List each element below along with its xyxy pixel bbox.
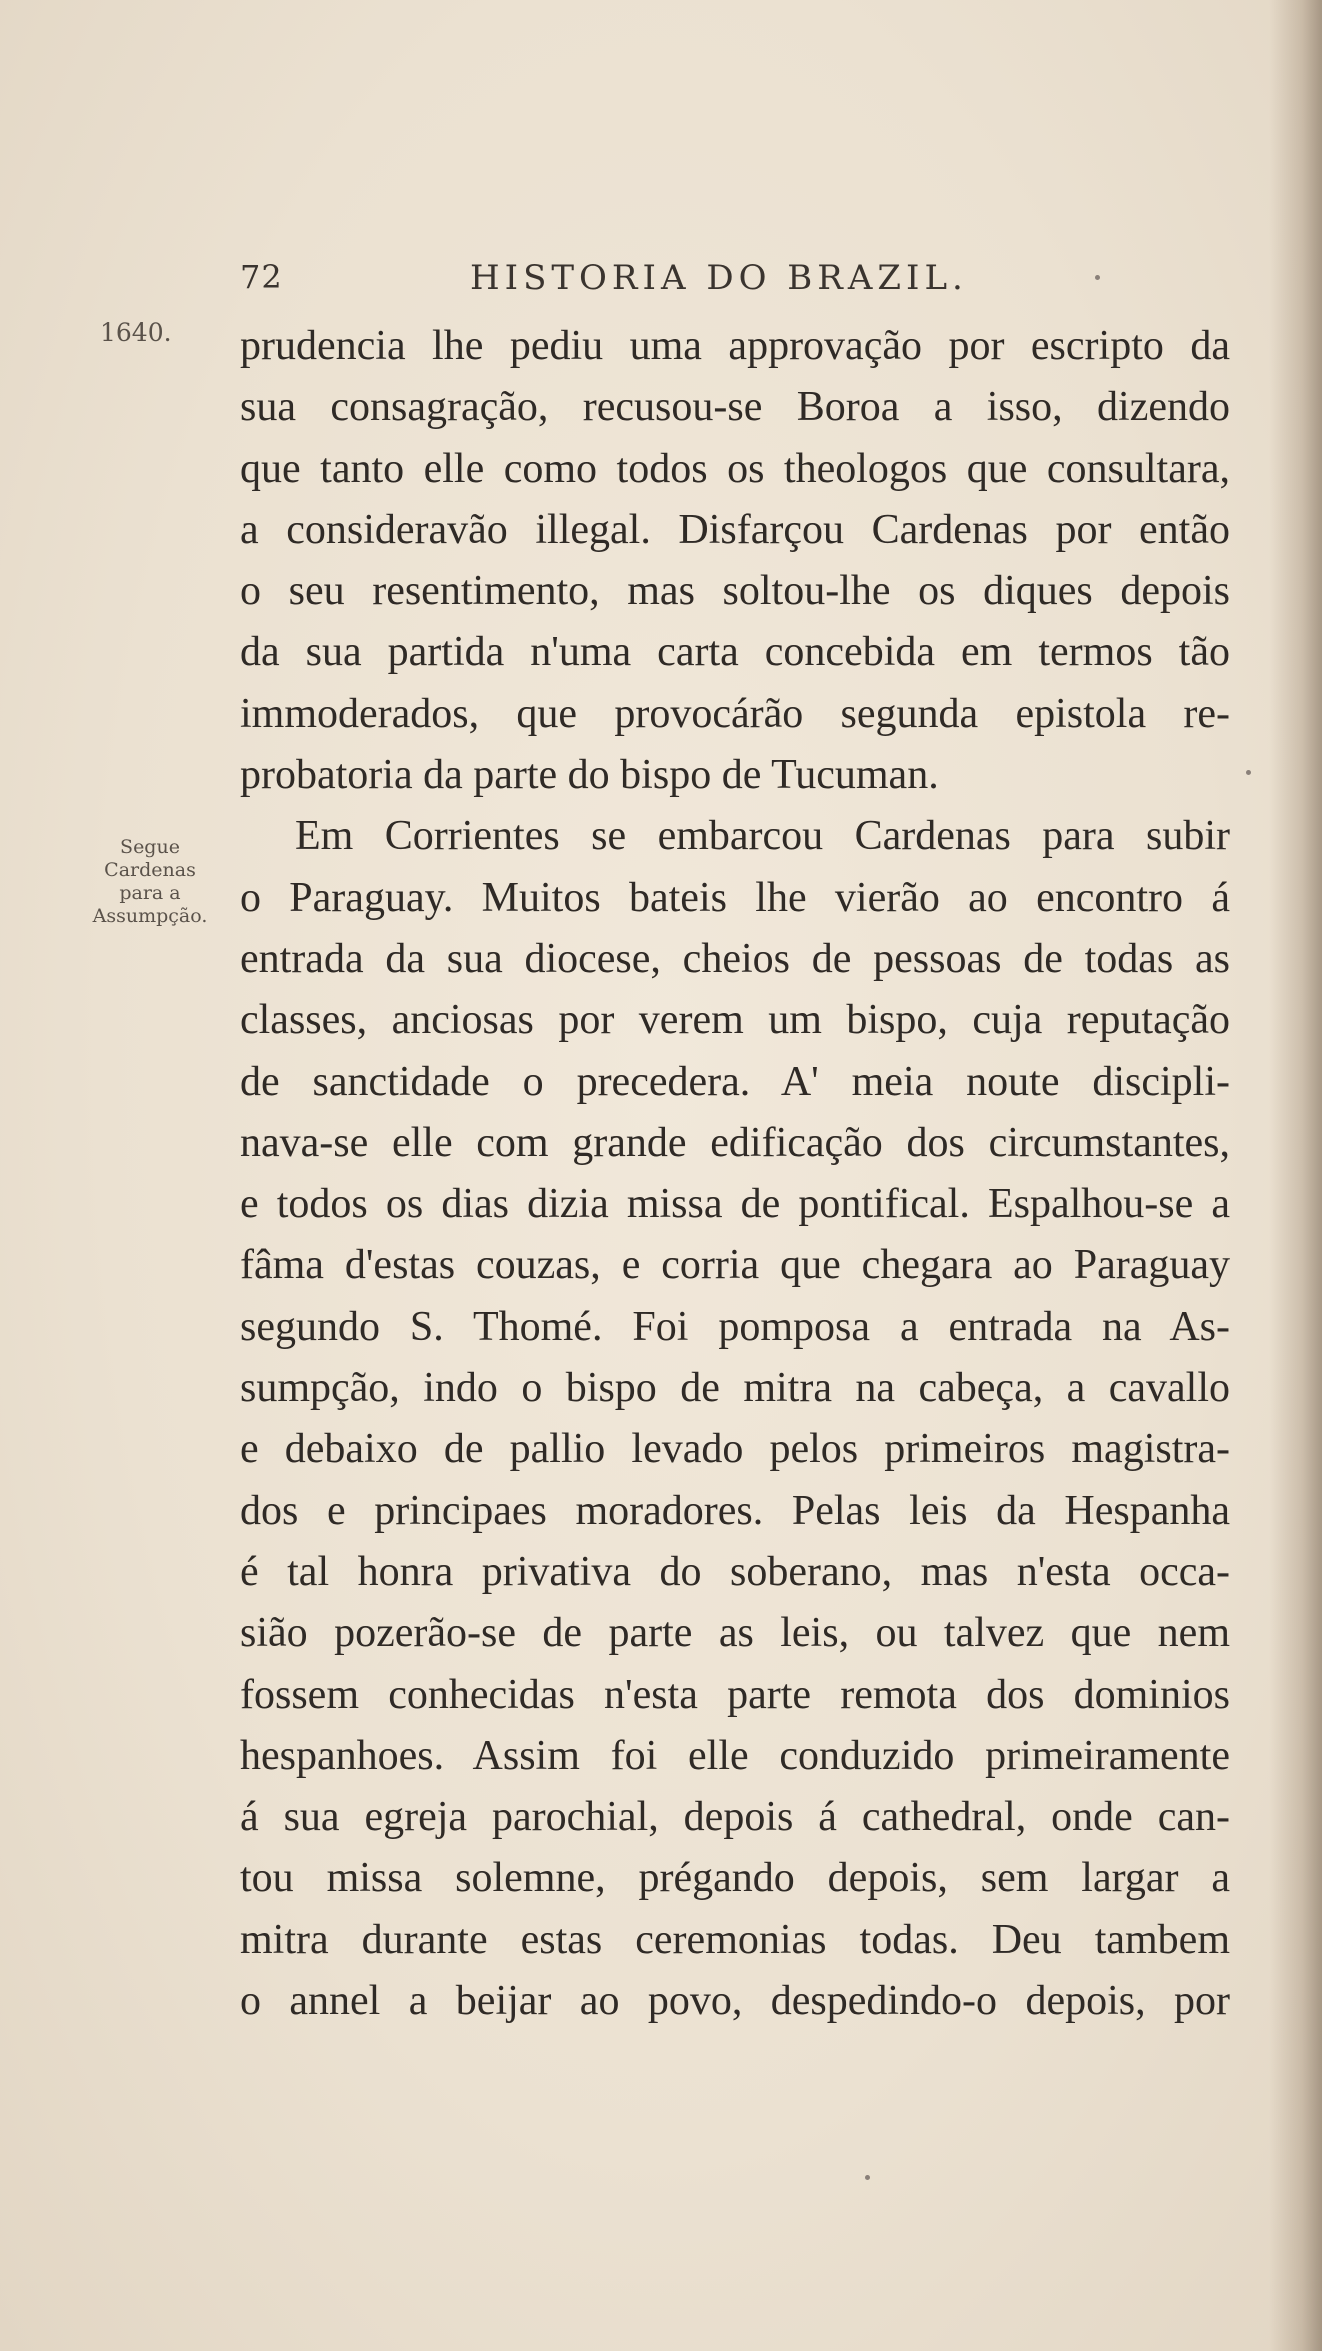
text-line: é tal honra privativa do soberano, mas n'esta occa-: [240, 1548, 1230, 1595]
text-line: probatoria da parte do bispo de Tucuman.: [240, 752, 939, 799]
text-line: fossem conhecidas n'esta parte remota dos dominios: [240, 1671, 1230, 1718]
text-line: a consideravão illegal. Disfarçou Cardenas por então: [240, 506, 1230, 553]
page-number: 72: [240, 258, 283, 296]
text-line: segundo S. Thomé. Foi pomposa a entrada na As-: [240, 1303, 1230, 1350]
margin-note-line: Segue: [120, 836, 180, 858]
text-line: classes, anciosas por verem um bispo, cuja reputação: [240, 997, 1230, 1044]
body-text: [240, 316, 1230, 2032]
text-line: o seu resentimento, mas soltou-lhe os diques depois: [240, 568, 1230, 615]
ink-speck: [1095, 275, 1100, 280]
text-line: mitra durante estas ceremonias todas. Deu tambem: [240, 1916, 1230, 1963]
margin-note-line: Cardenas: [104, 859, 196, 881]
text-line: sua consagração, recusou-se Boroa a isso, dizendo: [240, 384, 1230, 431]
text-line: e todos os dias dizia missa de pontifical. Espalhou-se a: [240, 1181, 1230, 1228]
text-line: immoderados, que provocárão segunda epistola re-: [240, 690, 1230, 737]
margin-note: [70, 836, 230, 928]
text-line: prudencia lhe pediu uma approvação por escripto da: [240, 323, 1230, 369]
text-line: fâma d'estas couzas, e corria que chegara ao Paraguay: [240, 1242, 1230, 1289]
text-line: hespanhoes. Assim foi elle conduzido primeiramente: [240, 1732, 1230, 1779]
text-line: á sua egreja parochial, depois á cathedral, onde can-: [240, 1794, 1230, 1841]
margin-year: 1640.: [100, 318, 172, 347]
text-line: nava-se elle com grande edificação dos circumstantes,: [240, 1119, 1230, 1166]
text-line: o annel a beijar ao povo, despedindo-o depois, por: [240, 1978, 1230, 2025]
ink-speck: [865, 2175, 870, 2180]
text-line: da sua partida n'uma carta concebida em termos tão: [240, 629, 1230, 676]
margin-note-line: Assumpção.: [92, 905, 208, 927]
text-line: sumpção, indo o bispo de mitra na cabeça, a cavallo: [240, 1365, 1230, 1412]
text-line: sião pozerão-se de parte as leis, ou talvez que nem: [240, 1610, 1230, 1657]
text-line: e debaixo de pallio levado pelos primeiros magistra-: [240, 1426, 1230, 1473]
text-line: o Paraguay. Muitos bateis lhe vierão ao encontro á: [240, 874, 1230, 921]
margin-note-line: para a: [119, 882, 181, 904]
paragraph-2: [240, 806, 1230, 2032]
running-head: [240, 258, 1230, 298]
ink-speck: [1246, 770, 1251, 775]
text-line: que tanto elle como todos os theologos que consultara,: [240, 445, 1230, 492]
text-line: Em Corrientes se embarcou Cardenas para subir: [295, 813, 1230, 860]
page-header-title: HISTORIA DO BRAZIL.: [470, 258, 968, 298]
text-line: tou missa solemne, prégando depois, sem largar a: [240, 1855, 1230, 1902]
paragraph-1: [240, 316, 1230, 806]
text-line: de sanctidade o precedera. A' meia noute discipli-: [240, 1058, 1230, 1105]
text-line: entrada da sua diocese, cheios de pessoas de todas as: [240, 935, 1230, 982]
text-line: dos e principaes moradores. Pelas leis da Hespanha: [240, 1487, 1230, 1534]
